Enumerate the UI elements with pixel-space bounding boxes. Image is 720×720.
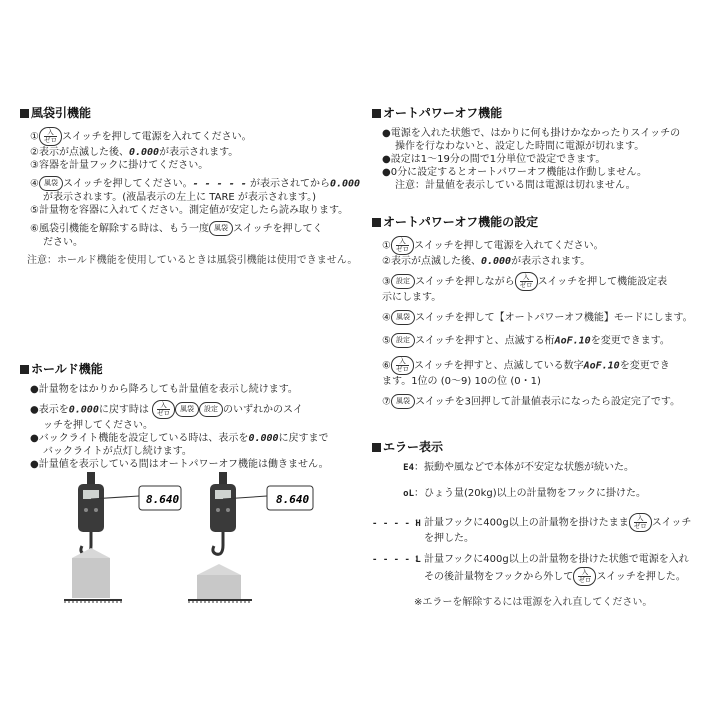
auto-off-note: 注意：計量値を表示している間は電源は切れません。	[395, 180, 636, 191]
wb-note: 注意：ホールド機能を使用しているときは風袋引機能は使用できません。	[27, 255, 358, 266]
hold-heading: ホールド機能	[20, 362, 360, 377]
tare-button: 風袋	[175, 402, 199, 417]
error-section	[372, 440, 717, 609]
auto-off-line-1: ●電源を入れた状態で、はかりに何も掛けかなかったりスイッチの	[382, 128, 681, 139]
zero-button: 入 ゼロ	[39, 127, 62, 146]
wb-step-1: ① 入 ゼロ スイッチを押して電源を入れてください。	[30, 128, 252, 144]
setting-step-4: ④ 風袋 スイッチを押して【オートパワーオフ機能】モードにします。	[372, 310, 717, 325]
zero-button: 入 ゼロ	[391, 356, 414, 375]
setting-step-6: ⑥ 入 ゼロ スイッチを押すと、点滅している数字AoF.10を変更でき	[382, 357, 670, 373]
error-note: ※エラーを解除するには電源を入れ直してください。	[414, 597, 653, 608]
tare-button: 風袋	[209, 221, 233, 236]
setting-button: 設定	[199, 402, 223, 417]
wind-bag-section	[20, 106, 360, 267]
setting-step-6-cont: ます。1位の (0～9) 10の位 (0・1)	[382, 376, 541, 387]
display-reading: 8.640	[146, 493, 180, 506]
wb-step-6-cont: ださい。	[43, 237, 83, 248]
setting-step-3: ③ 設定 スイッチを押しながら 入 ゼロ スイッチを押して機能設定表	[382, 273, 668, 289]
wb-step-5: ⑤計量物を容器に入れてください。測定値が安定したら読み取ります。	[30, 205, 349, 216]
auto-off-setting-heading: オートパワーオフ機能の設定	[372, 215, 717, 230]
setting-step-5: ⑤ 設定 スイッチを押すと、点滅する桁AoF.10を変更できます。	[372, 333, 717, 348]
hold-bullet-4: ●計量値を表示している間はオートパワーオフ機能は働きません。	[30, 459, 329, 470]
tare-button: 風袋	[39, 176, 63, 191]
hold-bullet-2-cont: ッチを押してください。	[43, 420, 153, 431]
wb-step-2: ②表示が点滅した後、0.000が表示されます。	[30, 147, 239, 158]
error-row-l-cont: その後計量物をフックから外して 入 ゼロ スイッチを押した。	[424, 568, 686, 584]
error-row-e4: E4：振動や風などで本体が不安定な状態が続いた。	[403, 462, 634, 473]
tare-button: 風袋	[391, 310, 415, 325]
auto-off-setting-section	[372, 215, 717, 409]
auto-off-line-2: 操作を行なわないと、設定した時間に電源が切れます。	[395, 141, 645, 152]
scale-right	[188, 472, 313, 602]
zero-button: 入 ゼロ	[391, 236, 414, 255]
setting-step-2: ②表示が点滅した後、0.000が表示されます。	[382, 256, 591, 267]
auto-off-line-3: ●設定は1～19分の間で1分単位で設定できます。	[382, 154, 606, 165]
wind-bag-heading: 風袋引機能	[20, 106, 360, 121]
setting-button: 設定	[391, 274, 415, 289]
scale-left	[64, 472, 181, 602]
setting-step-7: ⑦ 風袋 スイッチを3回押して計量値表示になったら設定完了です。	[372, 394, 717, 409]
error-row-h: - - - - H：計量フックに400g以上の計量物を掛けたまま 入 ゼロ スイッチ	[372, 514, 692, 530]
hold-bullet-3: ●バックライト機能を設定している時は、表示を0.000に戻すまで	[30, 433, 329, 444]
error-row-h-cont: を押した。	[424, 533, 474, 544]
display-reading: 8.640	[276, 493, 310, 506]
error-row-ol: oL：ひょう量(20kg)以上の計量物をフックに掛けた。	[403, 488, 646, 499]
hold-bullet-1: ●計量物をはかりから降ろしても計量値を表示し続けます。	[30, 384, 298, 395]
tare-button: 風袋	[391, 394, 415, 409]
wb-step-4-cont: が表示されます。(液晶表示の左上に TARE が表示されます。)	[43, 192, 316, 203]
auto-off-line-4: ●0分に設定するとオートパワーオフ機能は作動しません。	[382, 167, 647, 178]
hold-section	[20, 362, 360, 471]
auto-off-section	[372, 106, 712, 192]
zero-button: 入 ゼロ	[515, 272, 538, 291]
error-row-l: - - - - L：計量フックに400g以上の計量物を掛けた状態で電源を入れ	[372, 554, 689, 565]
setting-step-3-cont: 示にします。	[382, 292, 442, 303]
zero-button: 入 ゼロ	[629, 513, 652, 532]
wb-step-6: ⑥風袋引機能を解除する時は、もう一度 風袋 スイッチを押してく	[20, 221, 360, 236]
wb-step-3: ③容器を計量フックに掛けてください。	[30, 160, 209, 171]
hold-bullet-3-cont: バックライトが点灯し続けます。	[43, 446, 192, 457]
auto-off-heading: オートパワーオフ機能	[372, 106, 712, 121]
setting-step-1: ① 入 ゼロ スイッチを押して電源を入れてください。	[382, 237, 604, 253]
hold-bullet-2: ●表示を0.000に戻す時は 入 ゼロ 風袋 設定 のいずれかのスイ	[30, 401, 303, 417]
setting-button: 設定	[391, 333, 415, 348]
hanging-scale-illustration	[60, 470, 310, 615]
zero-button: 入 ゼロ	[152, 400, 175, 419]
zero-button: 入 ゼロ	[573, 567, 596, 586]
error-heading: エラー表示	[372, 440, 717, 455]
wb-step-4: ④ 風袋 スイッチを押してください。- - - - - が表示されてから0.000	[20, 176, 360, 191]
